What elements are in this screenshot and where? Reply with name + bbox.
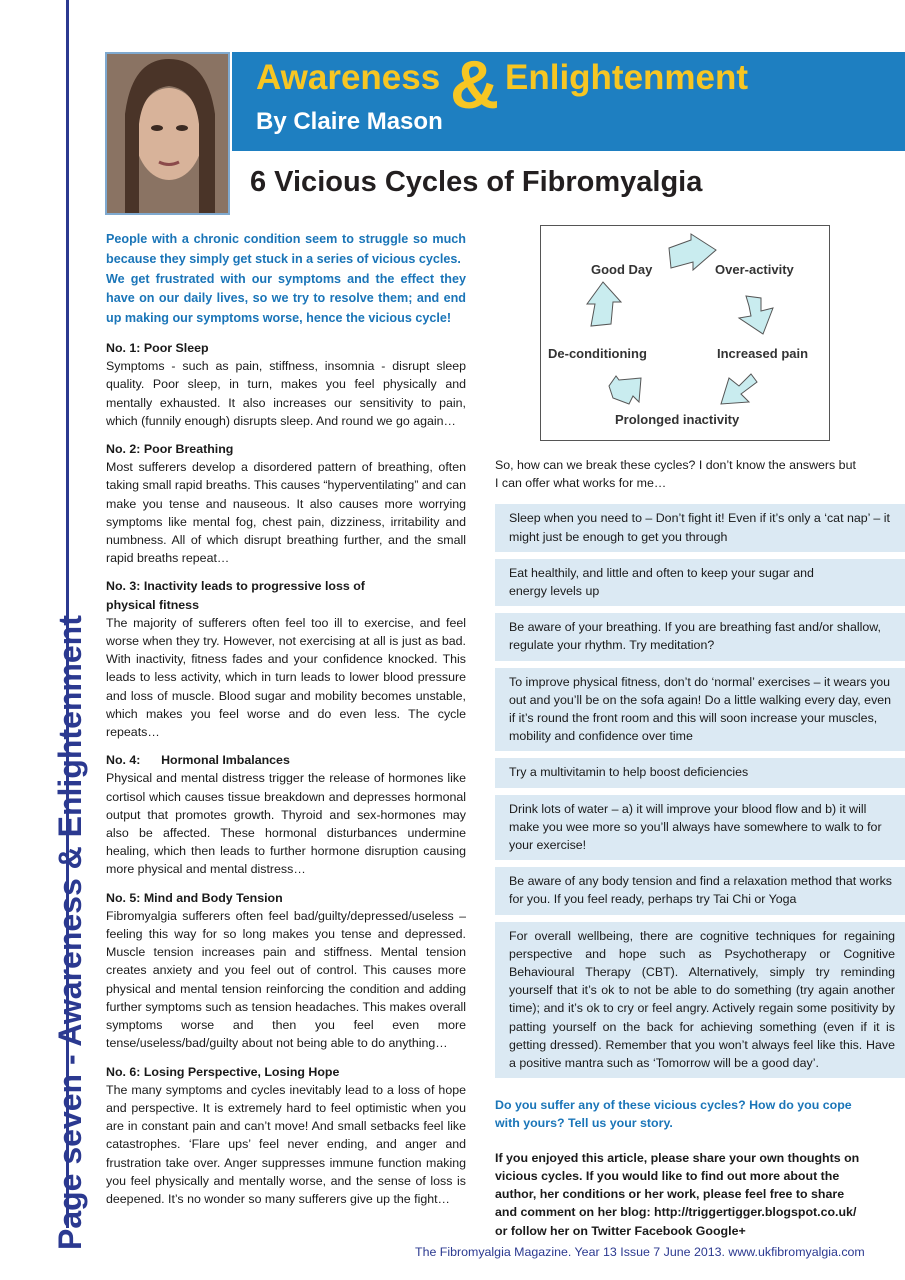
section-body: Physical and mental distress trigger the release of hormones like cortisol which causes tissue breakdown and depresses hormonal output that promotes growth. Thyroid and sex-hormones may also be affected. These hormonal disturbances undermine healing, which then leads to further hormone disruption causing more physical and mental distress… (106, 771, 466, 877)
call-to-action-share: If you enjoyed this article, please share your own thoughts on vicious cycles. If you would like to find out more about the author, her conditions or her work, please feel free to share and comment on her blog: http://triggertigger.blogspot.co.uk/ or follow her on Twitter Facebook Google+ (495, 1150, 860, 1238)
section-body: The majority of sufferers often feel too ill to exercise, and feel worse when they try. However, not exercising at all is just as bad. With inactivity, fitness fades and your confidence knocked. This leads to less activity, which in turn leads to lower blood pressure and loss of muscle. Blood sugar and mobility becomes unstable, which makes you feel worse and do even less. The cycle repeats… (106, 615, 466, 740)
section-4 (106, 751, 466, 878)
cycle-label: De-conditioning (548, 346, 647, 361)
break-cycles-text: So, how can we break these cycles? I don’t know the answers but I can offer what works for me… (495, 458, 856, 491)
header-title-left: Awareness (256, 58, 441, 97)
section-3 (106, 577, 466, 741)
section-label: Awareness & Enlightenment (52, 615, 88, 1047)
intro-paragraph (106, 230, 466, 329)
section-heading: No. 5: Mind and Body Tension (106, 890, 283, 905)
section-body: Most sufferers develop a disordered pattern of breathing, often taking small rapid breaths. This causes “hyperventilating” and can make you tense and nauseous. It also causes more worrying symptoms like mental fog, chest pain, dizziness, irritability and numbness. All of which disrupt breathing further, and the small rapid breaths repeat… (106, 460, 466, 566)
arrow-icon (587, 282, 621, 326)
section-body: Symptoms - such as pain, stiffness, insomnia - disrupt sleep quality. Poor sleep, in turn, makes you feel physically and mentally exhausted. It also increases our sensitivity to pain, which (funnily enough) disrupts sleep. And round we go again… (106, 359, 466, 428)
section-body: Fibromyalgia sufferers often feel bad/guilty/depressed/useless – feeling this way for so long makes you tense and depressed. Muscle tension increases pain and stiffness. Mental tension creates anxiety and you feel out of control. This causes more physical and mental tension reinforcing the condition and adding further symptoms such as tension headaches. This makes overall symptoms worse and then you feel even more tense/useless/bad/guilty about not being able to do anything… (106, 908, 466, 1051)
right-column (495, 456, 905, 1240)
header-banner (232, 47, 905, 151)
section-heading: No. 1: Poor Sleep (106, 340, 209, 355)
call-to-action-question: Do you suffer any of these vicious cycles? How do you cope with yours? Tell us your story. (495, 1098, 852, 1131)
cycle-arrows (541, 226, 829, 440)
author-portrait-icon (107, 54, 228, 213)
tip-box: For overall wellbeing, there are cognitive techniques for regaining perspective and hope such as Psychotherapy or Cognitive Behavioural Therapy (CBT). Alternatively, simply try reminding yourself that it’s ok to not be able to do something (try again another time); and it’s ok to cry or feel angry. Actively regain some positivity by patting yourself on the back for achieving something (even if it is getting dressed). Remember that you won’t always feel like this. Have a positive mantra such as ‘Tomorrow will be a good day’. (495, 922, 905, 1079)
arrow-icon (721, 374, 757, 404)
tip-box: Be aware of your breathing. If you are breathing fast and/or shallow, regulate your rhythm. Try meditation? (495, 613, 905, 660)
cycle-label: Over-activity (715, 262, 794, 277)
header-title-right: Enlightenment (505, 58, 749, 97)
cycle-label: Increased pain (717, 346, 809, 361)
tip-box: Try a multivitamin to help boost deficiencies (495, 758, 905, 787)
cycle-label: Prolonged inactivity (615, 412, 740, 427)
header-ampersand: & (450, 47, 500, 123)
vertical-page-label (52, 615, 89, 1250)
arrow-icon (609, 376, 641, 404)
tip-box: Be aware of any body tension and find a relaxation method that works for you. If you feel ready, perhaps try Tai Chi or Yoga (495, 867, 905, 914)
byline: By Claire Mason (256, 108, 443, 135)
tip-box: Drink lots of water – a) it will improve your blood flow and b) it will make you wee more so you’ll always have somewhere to walk to for your exercise! (495, 795, 905, 861)
section-6 (106, 1063, 466, 1209)
cycle-label: Good Day (591, 262, 653, 277)
tip-box: Sleep when you need to – Don’t fight it! Even if it’s only a ‘cat nap’ – it might just be enough to get you through (495, 504, 905, 551)
section-heading: No. 2: Poor Breathing (106, 442, 234, 456)
section-1 (106, 339, 466, 430)
page-number-label: Page seven - (52, 1046, 88, 1250)
section-heading: No. 4: Hormonal Imbalances (106, 753, 290, 768)
page-footer: The Fibromyalgia Magazine. Year 13 Issue 7 June 2013. www.ukfibromyalgia.com (415, 1245, 865, 1259)
intro-text-1: People with a chronic condition seem to struggle so much because they simply get stuck in a series of vicious cycles. (106, 232, 466, 266)
article-title: 6 Vicious Cycles of Fibromyalgia (250, 166, 703, 198)
vicious-cycle-diagram (540, 225, 830, 441)
tip-box: To improve physical fitness, don’t do ‘normal’ exercises – it wears you out and you’ll be on the sofa again! Do a little walking every day, even if it’s round the front room and this will soon increase your muscles, mobility and confidence over time (495, 668, 905, 752)
arrow-icon (739, 296, 773, 334)
left-column (106, 230, 466, 1218)
section-body: The many symptoms and cycles inevitably lead to a loss of hope and perspective. It is extremely hard to feel optimistic when you are in constant pain and can’t move! And small setbacks feel like catastrophes. ‘Flare ups’ feel never ending, and anger and frustration take over. Anger suppresses immune function making you feel physically and mentally worse, and the sense of loss is deepened. It’s no wonder so many sufferers give up the fight… (106, 1082, 466, 1206)
intro-text-2: We get frustrated with our symptoms and the effect they have on our daily lives, so we try to resolve them; and end up making our symptoms worse, hence the vicious cycle! (106, 271, 466, 326)
tip-box: Eat healthily, and little and often to keep your sugar and energy levels up (495, 559, 905, 606)
section-2 (106, 440, 466, 567)
section-heading: No. 6: Losing Perspective, Losing Hope (106, 1064, 340, 1079)
section-5 (106, 889, 466, 1053)
arrow-icon (669, 234, 716, 270)
author-photo (105, 52, 230, 215)
section-heading: No. 3: Inactivity leads to progressive loss of physical fitness (106, 579, 365, 612)
